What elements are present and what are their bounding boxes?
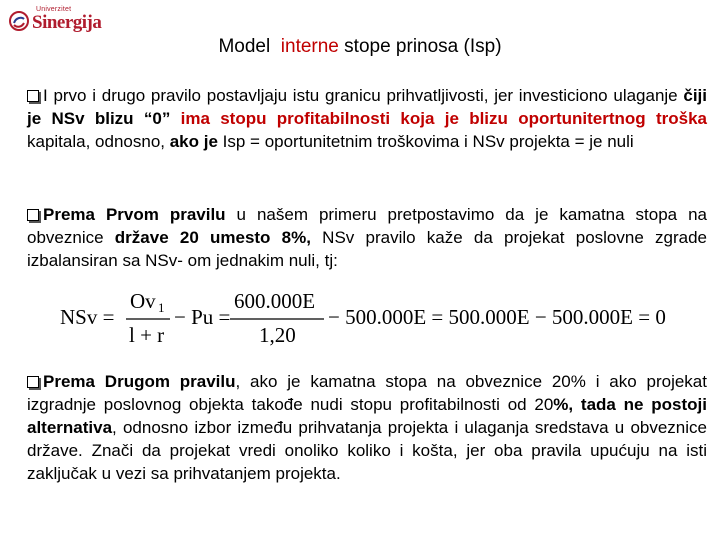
p2-text-1: Prema Prvom pravilu: [43, 205, 226, 224]
p1-text-4: kapitala, odnosno,: [27, 132, 170, 151]
p3-text-4: , odnosno izbor između prihvatanja projekta i ulaganja sredstava u obveznice države. Znači da projekat vredi onoliko koliko i košta, jer oba pravila upućuju na isti zaključak u vezi sa prihvatanjem projekta.: [27, 418, 707, 483]
paragraph-first: [27, 84, 707, 153]
p3-text-3: %, tada ne postoji alternativa: [27, 395, 707, 437]
nsv-formula: [60, 288, 690, 348]
paragraph-third: [27, 370, 707, 485]
formula-num1: Ov: [130, 289, 156, 313]
slide-title: [0, 36, 720, 58]
checkbox-bullet-icon: [27, 90, 39, 102]
university-logo: [6, 6, 102, 34]
formula-num1-sub: 1: [158, 300, 165, 315]
p1-text-1: I prvo i drugo pravilo postavljaju istu granicu prihvatljivosti, jer investiciono ulaganje: [43, 86, 684, 105]
p2-text-4: NSv pravilo kaže da projekat poslovne zgrade izbalansiran sa NSv- om jednakim nuli, tj:: [27, 228, 707, 270]
paragraph-second: [27, 203, 707, 272]
formula-num2: 600.000E: [234, 289, 316, 313]
p1-text-3: ima stopu profitabilnosti koja je blizu oportunitertnog troška: [180, 109, 707, 128]
p3-text-2: , ako je kamatna stopa na obveznice 20% i ako projekat izgradnje poslovnog objekta takođe nudi stopu profitabilnosti od 20: [27, 372, 707, 414]
p1-text-5: ako je: [169, 132, 218, 151]
formula-den2: 1,20: [259, 323, 296, 347]
p2-text-2: u našem primeru pretpostavimo da je kamatna stopa na obveznice: [27, 205, 708, 247]
logo-emblem-icon: [8, 10, 30, 32]
formula-lhs: NSv =: [60, 305, 115, 329]
checkbox-bullet-icon: [27, 376, 39, 388]
checkbox-bullet-icon: [27, 209, 39, 221]
title-part-rest: stope prinosa (Isp): [344, 36, 502, 57]
formula-minus-pu: − Pu =: [174, 305, 231, 329]
formula-den1: l + r: [129, 323, 165, 347]
formula-rest: − 500.000E = 500.000E − 500.000E = 0: [328, 305, 666, 329]
p1-text-6: Isp = oportunitetnim troškovima i NSv projekta = je nuli: [217, 132, 634, 151]
title-part-model: Model: [218, 36, 271, 57]
logo-title: Sinergija: [32, 12, 102, 33]
p1-text-2: čiji je NSv blizu “0”: [27, 86, 707, 128]
title-part-interne: interne: [280, 36, 339, 57]
logo-subtitle: Univerzitet: [36, 6, 72, 13]
p3-text-1: Prema Drugom pravilu: [43, 372, 236, 391]
p2-text-3: države 20 umesto 8%,: [114, 228, 311, 247]
